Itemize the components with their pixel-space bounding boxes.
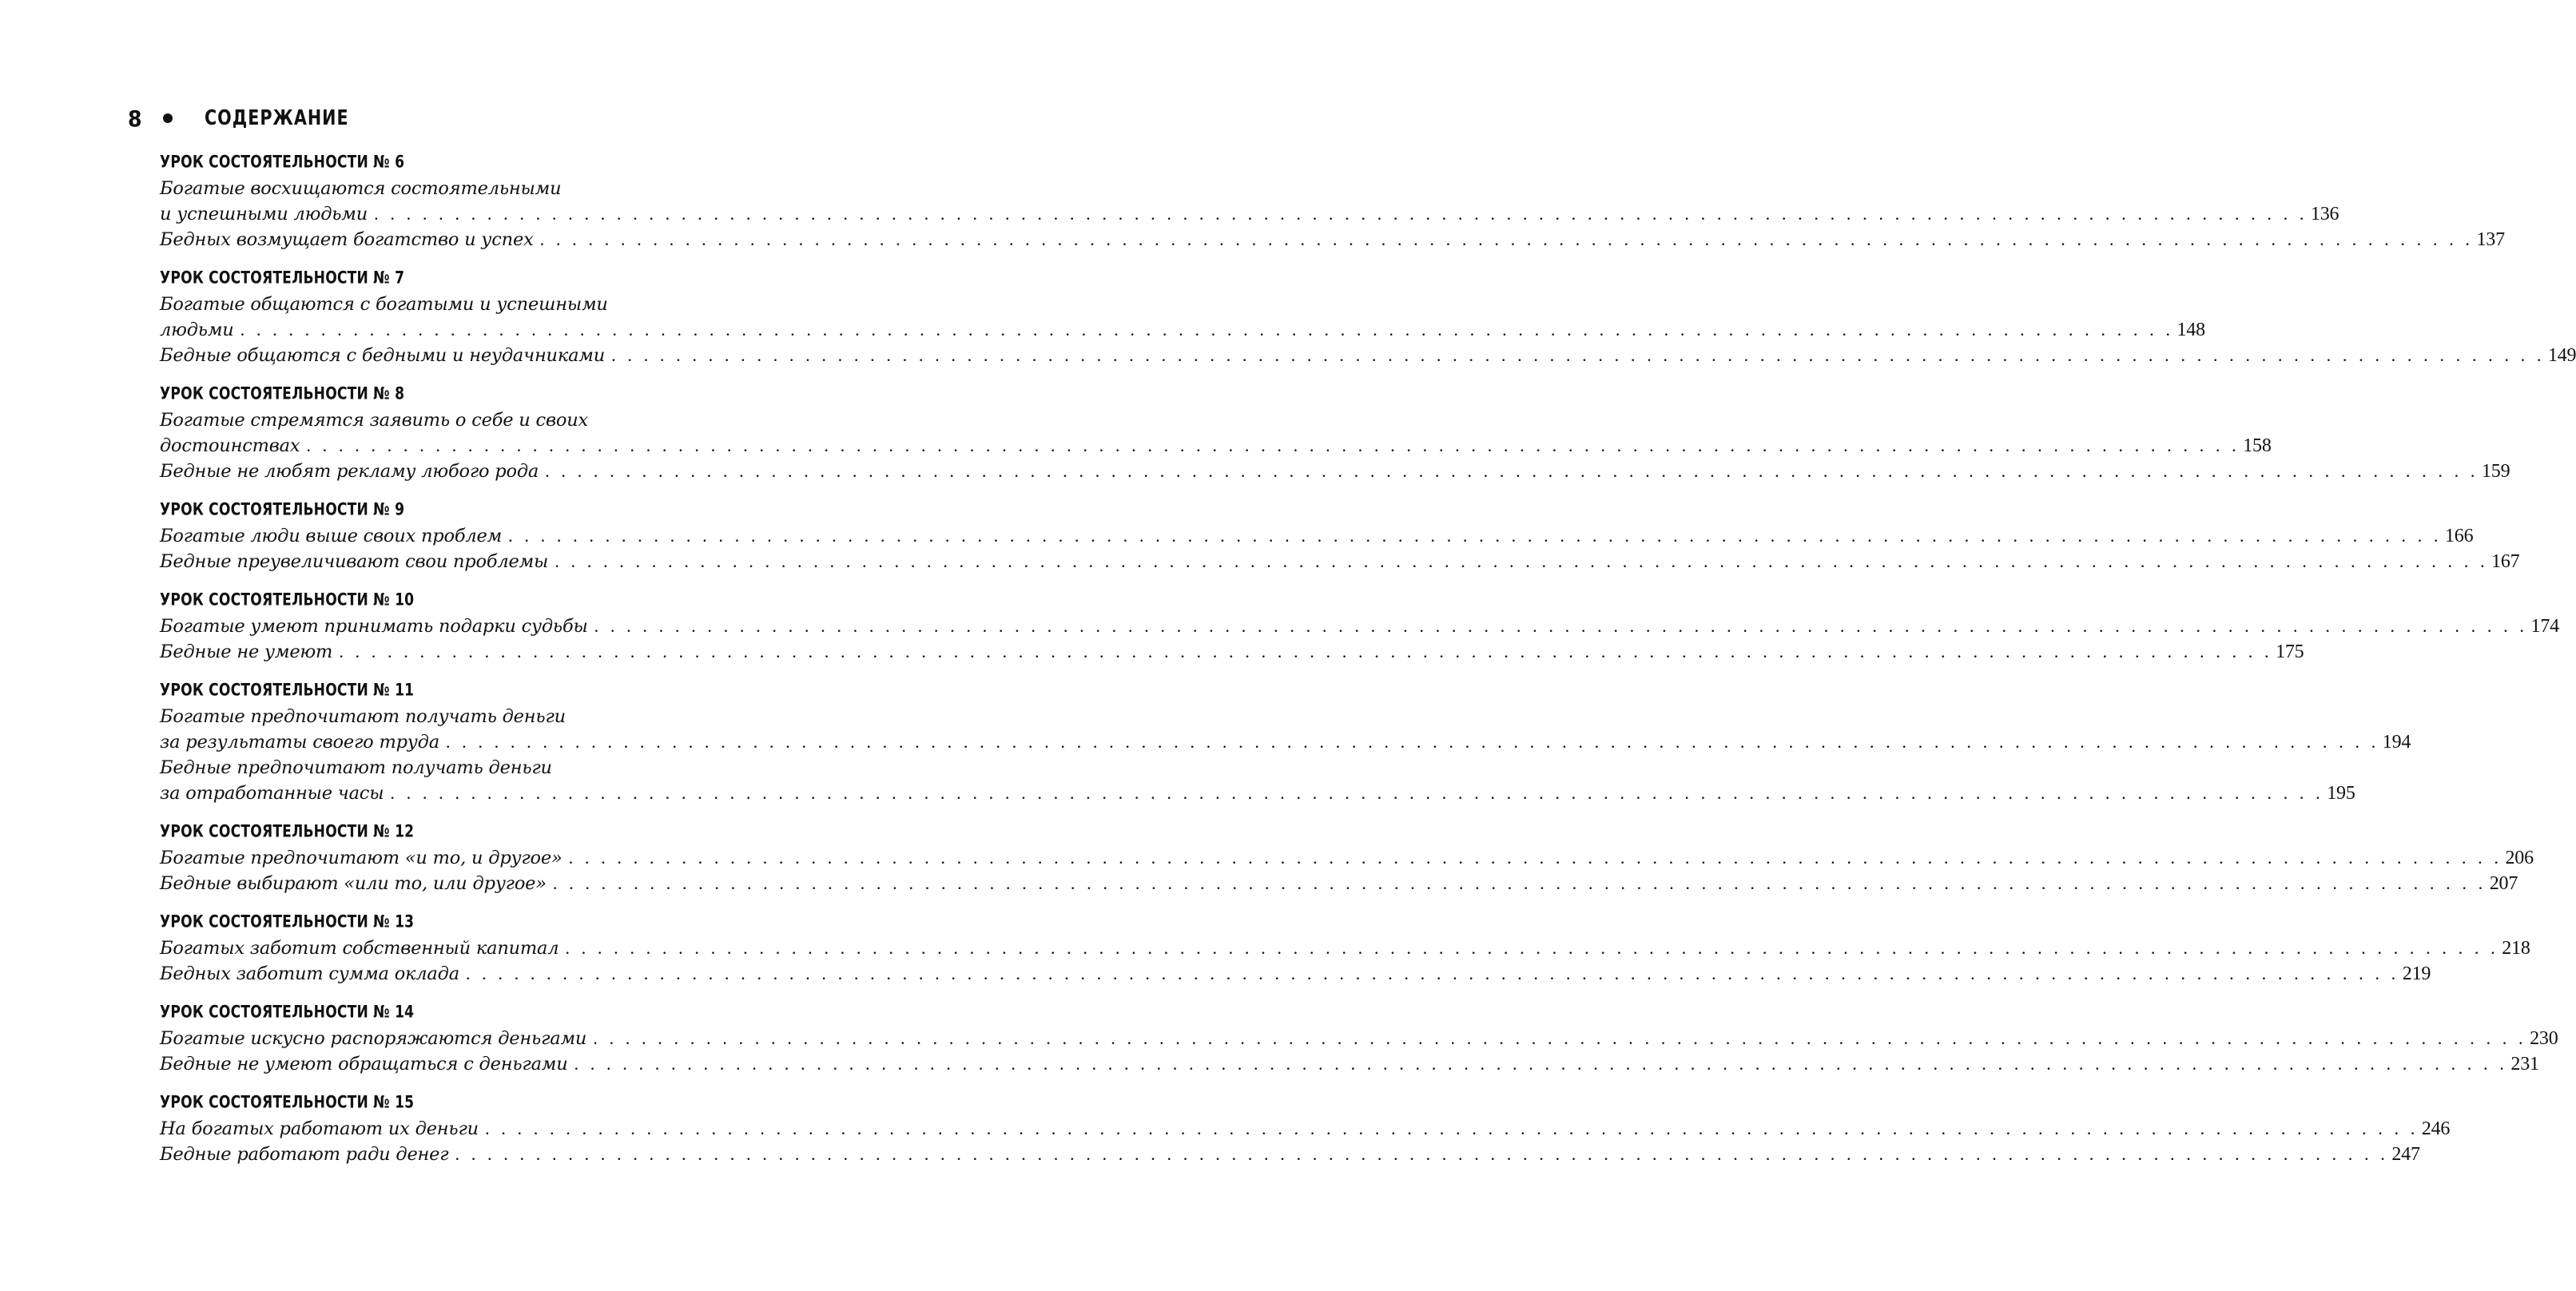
toc-entry-line [160,704,712,729]
toc-entry[interactable] [160,459,2510,484]
toc-entry-text: Бедных возмущает богатство и успех [160,229,534,250]
toc-entry-text: Богатые умеют принимать подарки судьбы [160,616,588,637]
lesson-block [160,677,2411,806]
dot-leader: . . . . . . . . . . . . . . . . . . . . . . . . . . . . . . . . . . . . . . . . . . . . . . . . . . . . . . . . . . . . . . . . . . . . . . . . . . . . . . . . . . . . . . . . . . . . . . . . . . . . . . . . . . . . . . . . . . . . . . . . [240,320,2174,340]
lesson-heading: УРОК СОСТОЯТЕЛЬНОСТИ № 11 [160,680,415,701]
lesson-heading: УРОК СОСТОЯТЕЛЬНОСТИ № 12 [160,821,415,842]
page-reference: 218 [2502,938,2530,959]
dot-leader: . . . . . . . . . . . . . . . . . . . . . . . . . . . . . . . . . . . . . . . . . . . . . . . . . . . . . . . . . . . . . . . . . . . . . . . . . . . . . . . . . . . . . . . . . . . . . . . . . . . . . . . . . . . . . . . . . . . . . . . . [565,938,2499,958]
dot-leader: . . . . . . . . . . . . . . . . . . . . . . . . . . . . . . . . . . . . . . . . . . . . . . . . . . . . . . . . . . . . . . . . . . . . . . . . . . . . . . . . . . . . . . . . . . . . . . . . . . . . . . . . . . . . . . . . . . . . . . . . [545,461,2479,481]
toc-entry-last-line [160,845,2534,871]
toc-entry[interactable] [160,227,2505,252]
toc-entry-last-line [160,781,2355,806]
toc-entry-text: Бедные преувеличивают свои проблемы [160,551,549,572]
dot-leader: . . . . . . . . . . . . . . . . . . . . . . . . . . . . . . . . . . . . . . . . . . . . . . . . . . . . . . . . . . . . . . . . . . . . . . . . . . . . . . . . . . . . . . . . . . . . . . . . . . . . . . . . . . . . . . . . . . . . . . . . [594,616,2528,636]
toc-entry-last-line [160,433,2272,459]
page-reference: 194 [2382,732,2411,753]
section-title: СОДЕРЖАНИЕ [205,106,349,130]
toc-entry[interactable] [160,1051,2539,1077]
toc-entry[interactable] [160,176,2339,227]
page-reference: 206 [2505,848,2534,868]
page-reference: 158 [2243,435,2272,456]
lesson-block [160,908,2530,987]
toc-entry-text: Бедные работают ради денег [160,1144,449,1165]
page-reference: 230 [2530,1028,2558,1049]
toc-entry-last-line [160,729,2411,755]
page-reference: 167 [2491,551,2520,572]
toc-entry-last-line [160,1026,2558,1051]
dot-leader: . . . . . . . . . . . . . . . . . . . . . . . . . . . . . . . . . . . . . . . . . . . . . . . . . . . . . . . . . . . . . . . . . . . . . . . . . . . . . . . . . . . . . . . . . . . . . . . . . . . . . . . . . . . . . . . . . . . . . . . . [339,642,2273,661]
toc-entry-text: Богатые стремятся заявить о себе и своих [160,410,588,431]
lesson-block [160,380,2510,484]
toc-entry[interactable] [160,343,2576,368]
toc-entry-text: Богатые восхищаются состоятельными [160,178,562,199]
page-reference: 231 [2510,1054,2539,1075]
toc-entry[interactable] [160,1142,2420,1167]
toc-entry-text: Бедные предпочитают получать деньги [160,757,552,778]
toc-entry-text: Бедные выбирают «или то, или другое» [160,873,547,894]
lesson-block [160,496,2520,574]
running-header [128,102,703,134]
lesson-heading: УРОК СОСТОЯТЕЛЬНОСТИ № 9 [160,499,405,520]
dot-leader: . . . . . . . . . . . . . . . . . . . . . . . . . . . . . . . . . . . . . . . . . . . . . . . . . . . . . . . . . . . . . . . . . . . . . . . . . . . . . . . . . . . . . . . . . . . . . . . . . . . . . . . . . . . . . . . . . . . . . . . . [306,435,2240,455]
toc-entry-text: Богатые предпочитают получать деньги [160,706,566,727]
dot-leader: . . . . . . . . . . . . . . . . . . . . . . . . . . . . . . . . . . . . . . . . . . . . . . . . . . . . . . . . . . . . . . . . . . . . . . . . . . . . . . . . . . . . . . . . . . . . . . . . . . . . . . . . . . . . . . . . . . . . . . . . [390,783,2324,803]
toc-entry-last-line [160,871,2518,896]
dot-leader: . . . . . . . . . . . . . . . . . . . . . . . . . . . . . . . . . . . . . . . . . . . . . . . . . . . . . . . . . . . . . . . . . . . . . . . . . . . . . . . . . . . . . . . . . . . . . . . . . . . . . . . . . . . . . . . . . . . . . . . . [455,1144,2389,1164]
toc-entry-last-line [160,317,2205,343]
page-number: 8 [128,105,142,132]
lesson-heading: УРОК СОСТОЯТЕЛЬНОСТИ № 14 [160,1002,415,1023]
toc-entry-line [160,407,712,433]
bullet-icon [163,113,173,123]
dot-leader: . . . . . . . . . . . . . . . . . . . . . . . . . . . . . . . . . . . . . . . . . . . . . . . . . . . . . . . . . . . . . . . . . . . . . . . . . . . . . . . . . . . . . . . . . . . . . . . . . . . . . . . . . . . . . . . . . . . . . . . . [611,345,2545,365]
toc-entry-text: Бедные не умеют [160,642,333,662]
page-reference: 149 [2547,345,2576,366]
toc-entry-text: людьми [160,320,234,340]
toc-entry-last-line [160,1142,2420,1167]
toc-entry-text: Бедных заботит сумма оклада [160,963,459,984]
toc-entry-text: На богатых работают их деньги [160,1118,479,1139]
table-of-contents [160,149,2576,1179]
toc-entry-text: и успешными людьми [160,204,368,224]
toc-entry[interactable] [160,871,2518,896]
dot-leader: . . . . . . . . . . . . . . . . . . . . . . . . . . . . . . . . . . . . . . . . . . . . . . . . . . . . . . . . . . . . . . . . . . . . . . . . . . . . . . . . . . . . . . . . . . . . . . . . . . . . . . . . . . . . . . . . . . . . . . . . [445,732,2379,752]
toc-entry-line [160,176,712,201]
toc-entry-last-line [160,1051,2539,1077]
toc-entry[interactable] [160,1026,2558,1051]
page-reference: 207 [2489,873,2518,894]
dot-leader: . . . . . . . . . . . . . . . . . . . . . . . . . . . . . . . . . . . . . . . . . . . . . . . . . . . . . . . . . . . . . . . . . . . . . . . . . . . . . . . . . . . . . . . . . . . . . . . . . . . . . . . . . . . . . . . . . . . . . . . . [568,848,2502,868]
lesson-heading: УРОК СОСТОЯТЕЛЬНОСТИ № 6 [160,152,405,173]
toc-entry-text: Богатые общаются с богатыми и успешными [160,294,608,315]
dot-leader: . . . . . . . . . . . . . . . . . . . . . . . . . . . . . . . . . . . . . . . . . . . . . . . . . . . . . . . . . . . . . . . . . . . . . . . . . . . . . . . . . . . . . . . . . . . . . . . . . . . . . . . . . . . . . . . . . . . . . . . . [552,873,2487,893]
page-reference: 247 [2391,1144,2420,1165]
page-reference: 219 [2402,963,2431,984]
toc-entry-line [160,755,712,781]
toc-entry-last-line [160,201,2339,227]
toc-entry-last-line [160,459,2510,484]
lesson-heading: УРОК СОСТОЯТЕЛЬНОСТИ № 15 [160,1092,415,1113]
dot-leader: . . . . . . . . . . . . . . . . . . . . . . . . . . . . . . . . . . . . . . . . . . . . . . . . . . . . . . . . . . . . . . . . . . . . . . . . . . . . . . . . . . . . . . . . . . . . . . . . . . . . . . . . . . . . . . . . . . . . . . . . [484,1118,2419,1138]
toc-entry-text: Богатые предпочитают «и то, и другое» [160,848,563,868]
lesson-heading: УРОК СОСТОЯТЕЛЬНОСТИ № 13 [160,912,415,932]
dot-leader: . . . . . . . . . . . . . . . . . . . . . . . . . . . . . . . . . . . . . . . . . . . . . . . . . . . . . . . . . . . . . . . . . . . . . . . . . . . . . . . . . . . . . . . . . . . . . . . . . . . . . . . . . . . . . . . . . . . . . . . . [555,551,2489,571]
toc-entry[interactable] [160,845,2534,871]
toc-entry[interactable] [160,292,2205,343]
toc-entry-text: за отработанные часы [160,783,384,804]
toc-entry-text: Богатых заботит собственный капитал [160,938,559,959]
page-reference: 137 [2476,229,2505,250]
dot-leader: . . . . . . . . . . . . . . . . . . . . . . . . . . . . . . . . . . . . . . . . . . . . . . . . . . . . . . . . . . . . . . . . . . . . . . . . . . . . . . . . . . . . . . . . . . . . . . . . . . . . . . . . . . . . . . . . . . . . . . . . [374,204,2308,224]
toc-entry-text: достоинствах [160,435,300,456]
lesson-block [160,149,2505,252]
dot-leader: . . . . . . . . . . . . . . . . . . . . . . . . . . . . . . . . . . . . . . . . . . . . . . . . . . . . . . . . . . . . . . . . . . . . . . . . . . . . . . . . . . . . . . . . . . . . . . . . . . . . . . . . . . . . . . . . . . . . . . . . [465,963,2399,983]
dot-leader: . . . . . . . . . . . . . . . . . . . . . . . . . . . . . . . . . . . . . . . . . . . . . . . . . . . . . . . . . . . . . . . . . . . . . . . . . . . . . . . . . . . . . . . . . . . . . . . . . . . . . . . . . . . . . . . . . . . . . . . . [593,1028,2527,1048]
toc-entry[interactable] [160,549,2520,574]
lesson-block [160,1089,2451,1167]
page-reference: 136 [2310,204,2339,224]
toc-entry-last-line [160,614,2559,639]
page-reference: 166 [2444,526,2474,546]
toc-entry-text: за результаты своего труда [160,732,439,753]
lesson-heading: УРОК СОСТОЯТЕЛЬНОСТИ № 8 [160,383,405,404]
lesson-block [160,999,2558,1077]
toc-entry-last-line [160,935,2530,961]
page-reference: 148 [2176,320,2205,340]
dot-leader: . . . . . . . . . . . . . . . . . . . . . . . . . . . . . . . . . . . . . . . . . . . . . . . . . . . . . . . . . . . . . . . . . . . . . . . . . . . . . . . . . . . . . . . . . . . . . . . . . . . . . . . . . . . . . . . . . . . . . . . . [574,1054,2508,1074]
toc-entry[interactable] [160,935,2530,961]
dot-leader: . . . . . . . . . . . . . . . . . . . . . . . . . . . . . . . . . . . . . . . . . . . . . . . . . . . . . . . . . . . . . . . . . . . . . . . . . . . . . . . . . . . . . . . . . . . . . . . . . . . . . . . . . . . . . . . . . . . . . . . . [508,526,2442,546]
toc-entry-text: Бедные общаются с бедными и неудачниками [160,345,606,366]
page-reference: 159 [2482,461,2510,482]
toc-entry-last-line [160,961,2431,987]
toc-entry-last-line [160,1116,2451,1142]
toc-entry[interactable] [160,755,2355,806]
toc-entry-text: Бедные не умеют обращаться с деньгами [160,1054,568,1075]
page-reference: 195 [2327,783,2355,804]
toc-entry[interactable] [160,639,2304,665]
toc-entry-last-line [160,227,2505,252]
dot-leader: . . . . . . . . . . . . . . . . . . . . . . . . . . . . . . . . . . . . . . . . . . . . . . . . . . . . . . . . . . . . . . . . . . . . . . . . . . . . . . . . . . . . . . . . . . . . . . . . . . . . . . . . . . . . . . . . . . . . . . . . [539,229,2474,249]
toc-entry[interactable] [160,407,2272,459]
toc-entry-line [160,292,712,317]
page-reference: 175 [2276,642,2304,662]
page-reference: 174 [2530,616,2559,637]
toc-entry-last-line [160,523,2474,549]
toc-entry-last-line [160,343,2576,368]
lesson-heading: УРОК СОСТОЯТЕЛЬНОСТИ № 10 [160,590,415,610]
toc-entry-last-line [160,639,2304,665]
toc-entry[interactable] [160,1116,2451,1142]
toc-entry[interactable] [160,614,2559,639]
lesson-block [160,264,2576,368]
lesson-block [160,586,2559,665]
toc-entry-text: Богатые люди выше своих проблем [160,526,503,546]
toc-entry[interactable] [160,523,2474,549]
toc-entry-text: Бедные не любят рекламу любого рода [160,461,539,482]
toc-entry[interactable] [160,704,2411,755]
toc-entry-last-line [160,549,2520,574]
lesson-block [160,818,2534,896]
lesson-heading: УРОК СОСТОЯТЕЛЬНОСТИ № 7 [160,268,405,288]
page-reference: 246 [2421,1118,2451,1139]
toc-entry[interactable] [160,961,2431,987]
toc-entry-text: Богатые искусно распоряжаются деньгами [160,1028,587,1049]
